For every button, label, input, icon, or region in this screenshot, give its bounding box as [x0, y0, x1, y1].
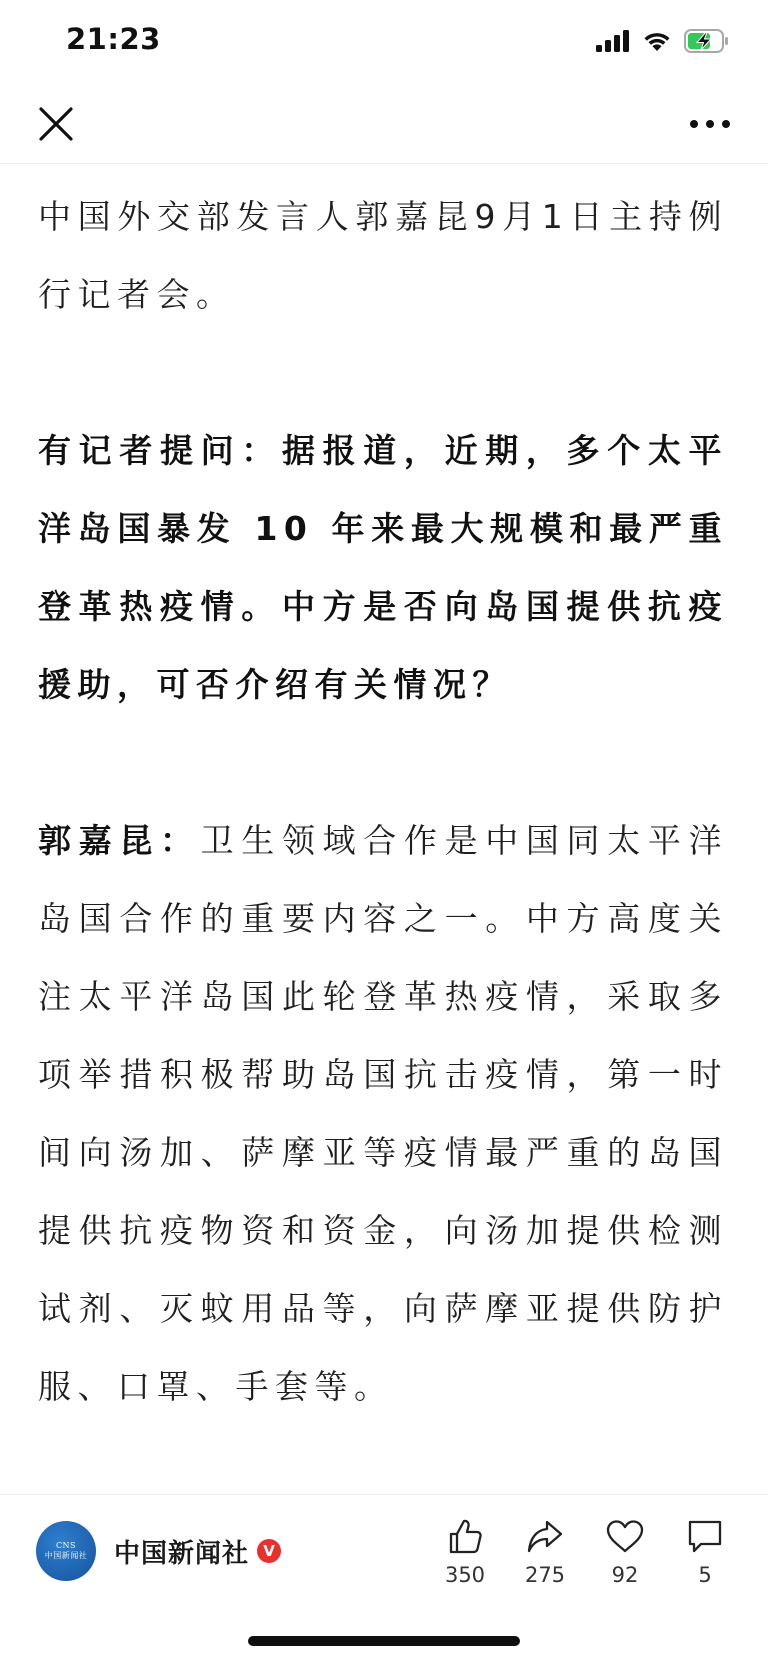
author-avatar[interactable] [36, 1521, 96, 1581]
share-count: 275 [524, 1563, 566, 1587]
close-button[interactable] [36, 104, 76, 144]
more-icon [688, 112, 732, 136]
comment-icon [685, 1517, 725, 1557]
close-icon [36, 104, 76, 144]
wifi-icon [642, 30, 672, 52]
heart-icon [605, 1517, 645, 1557]
author-info[interactable] [36, 1521, 281, 1581]
avatar-logo-top: CNS [55, 1541, 77, 1550]
thumbs-up-icon [445, 1517, 485, 1557]
more-options-button[interactable] [688, 112, 732, 136]
share-button[interactable] [510, 1517, 580, 1587]
comment-button[interactable] [670, 1517, 740, 1587]
share-icon [525, 1517, 565, 1557]
like-button[interactable] [430, 1517, 500, 1587]
home-indicator[interactable] [248, 1636, 520, 1646]
status-time: 21:23 [66, 22, 161, 56]
status-bar [0, 0, 768, 84]
action-bar [408, 1517, 768, 1597]
comment-count: 5 [698, 1563, 712, 1587]
favorite-button[interactable] [590, 1517, 660, 1587]
article-question-paragraph: 有记者提问：据报道，近期，多个太平洋岛国暴发 10 年来最大规模和最严重登革热疫情。中方是否向岛国提供抗疫援助，可否介绍有关情况？ [38, 431, 728, 704]
nav-bar [0, 84, 768, 164]
article-body [38, 178, 728, 1426]
author-name[interactable]: 中国新闻社 [114, 1538, 250, 1569]
answer-speaker: 郭嘉昆： [38, 821, 201, 860]
avatar-logo-text: 中国新闻社 [44, 1551, 88, 1560]
battery-charging-icon [684, 29, 730, 53]
answer-body: 卫生领域合作是中国同太平洋岛国合作的重要内容之一。中方高度关注太平洋岛国此轮登革热疫情，采取多项举措积极帮助岛国抗击疫情，第一时间向汤加、萨摩亚等疫情最严重的岛国提供抗疫物资和资金，向汤加提供检测试剂、灭蚊用品等，向萨摩亚提供防护服、口罩、手套等。 [38, 821, 728, 1406]
verified-badge: V [257, 1539, 281, 1563]
article-answer-paragraph [38, 802, 728, 1426]
signal-icon [596, 30, 630, 52]
article-intro-paragraph: 中国外交部发言人郭嘉昆9月1日主持例行记者会。 [38, 197, 728, 314]
favorite-count: 92 [611, 1563, 639, 1587]
like-count: 350 [444, 1563, 486, 1587]
status-icons [596, 26, 730, 56]
